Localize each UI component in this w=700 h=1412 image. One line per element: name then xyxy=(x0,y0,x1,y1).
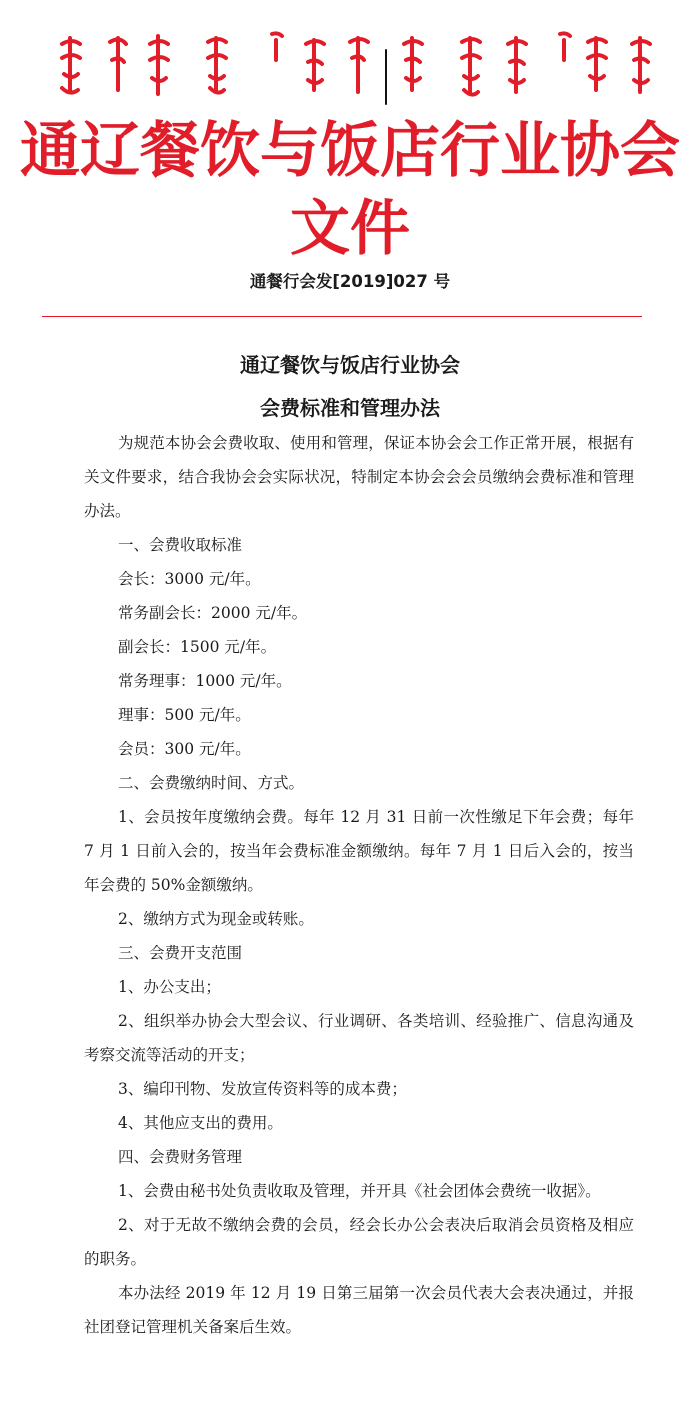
closing-paragraph: 本办法经 2019 年 12 月 19 日第三届第一次会员代表大会表决通过，并报社团登记管理机关备案后生效。 xyxy=(84,1284,634,1336)
fee-item: 常务理事：1000 元/年。 xyxy=(118,672,292,690)
document-number: 通餐行会发[2019]027 号 xyxy=(249,272,451,291)
list-item: 3、编印刊物、发放宣传资料等的成本费； xyxy=(118,1080,407,1098)
header-org-title: 通辽餐饮与饭店行业协会文件 xyxy=(20,116,680,264)
mongolian-script-header xyxy=(40,30,660,108)
document-title-line1: 通辽餐饮与饭店行业协会 xyxy=(240,353,460,377)
header-divider xyxy=(42,316,642,317)
section-heading: 四、会费财务管理 xyxy=(118,1148,243,1166)
list-item: 4、其他应支出的费用。 xyxy=(118,1114,283,1132)
list-item: 2、组织举办协会大型会议、行业调研、各类培训、经验推广、信息沟通及考察交流等活动的开支； xyxy=(84,1012,634,1064)
body-paragraph: 2、缴纳方式为现金或转账。 xyxy=(118,910,314,928)
list-item: 1、办公支出； xyxy=(118,978,221,996)
section-heading: 一、会费收取标准 xyxy=(118,536,243,554)
fee-item: 副会长：1500 元/年。 xyxy=(118,638,277,656)
body-paragraph: 1、会费由秘书处负责收取及管理，并开具《社会团体会费统一收据》。 xyxy=(118,1182,601,1200)
intro-paragraph: 为规范本协会会费收取、使用和管理，保证本协会会工作正常开展，根据有关文件要求，结合我协会会实际状况，特制定本协会会会员缴纳会费标准和管理办法。 xyxy=(84,434,634,520)
section-heading: 三、会费开支范围 xyxy=(118,944,243,962)
fee-item: 理事：500 元/年。 xyxy=(118,706,251,724)
document-body xyxy=(84,426,634,1344)
body-paragraph: 1、会员按年度缴纳会费。每年 12 月 31 日前一次性缴足下年会费；每年 7 月 1 日前入会的，按当年会费标准金额缴纳。每年 7 月 1 日后入会的，按当年会费的 50%金额缴纳。 xyxy=(84,808,634,894)
fee-item: 常务副会长：2000 元/年。 xyxy=(118,604,308,622)
body-paragraph: 2、对于无故不缴纳会费的会员，经会长办公会表决后取消会员资格及相应的职务。 xyxy=(84,1216,634,1268)
fee-item: 会长：3000 元/年。 xyxy=(118,570,261,588)
fee-item: 会员：300 元/年。 xyxy=(118,740,251,758)
section-heading: 二、会费缴纳时间、方式。 xyxy=(118,774,305,792)
document-title-line2: 会费标准和管理办法 xyxy=(260,396,440,420)
